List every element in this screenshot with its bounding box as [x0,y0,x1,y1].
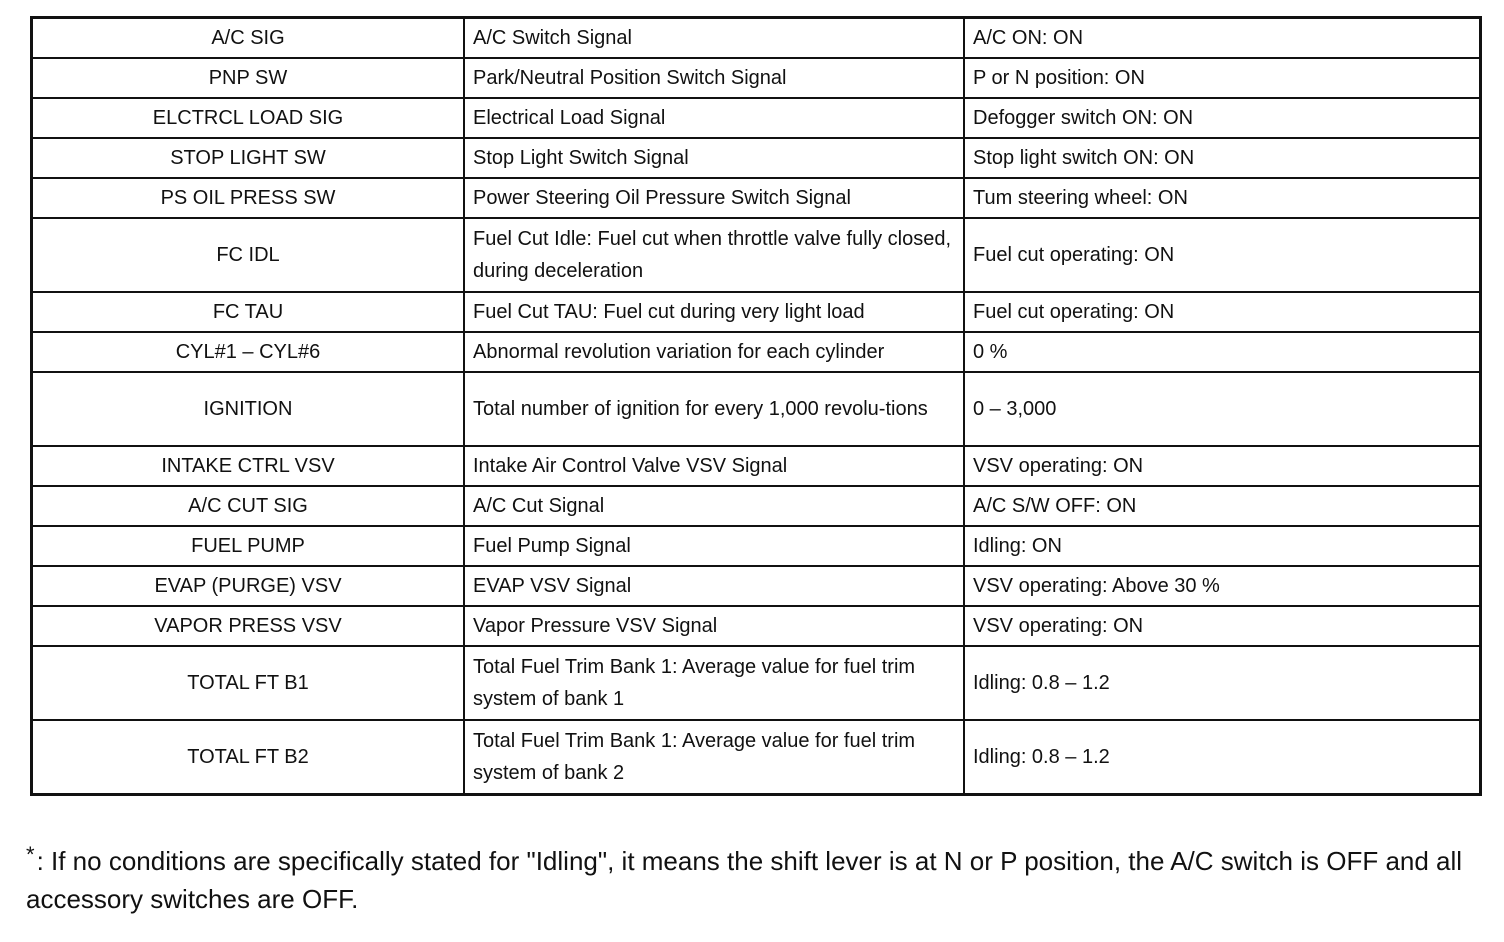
item-cell: A/C CUT SIG [32,486,465,526]
description-cell: Vapor Pressure VSV Signal [464,606,964,646]
description-cell: Total number of ignition for every 1,000 revolu-tions [464,372,964,446]
item-cell: FUEL PUMP [32,526,465,566]
item-cell: IGNITION [32,372,465,446]
description-cell: Fuel Cut Idle: Fuel cut when throttle valve fully closed, during deceleration [464,218,964,292]
footnote-text: : If no conditions are specifically stated for "Idling", it means the shift lever is at N or P position, the A/C switch is OFF and all accessory switches are OFF. [26,846,1463,914]
item-cell: VAPOR PRESS VSV [32,606,465,646]
table-row [32,18,1481,59]
table-row [32,646,1481,720]
condition-cell: A/C ON: ON [964,18,1481,59]
table-row [32,178,1481,218]
description-cell: Electrical Load Signal [464,98,964,138]
condition-cell: 0 – 3,000 [964,372,1481,446]
table-row [32,446,1481,486]
table-row [32,526,1481,566]
condition-cell: Fuel cut operating: ON [964,218,1481,292]
condition-cell: Idling: ON [964,526,1481,566]
item-cell: ELCTRCL LOAD SIG [32,98,465,138]
table-row [32,372,1481,446]
table-row [32,720,1481,795]
description-cell: Stop Light Switch Signal [464,138,964,178]
condition-cell: 0 % [964,332,1481,372]
description-cell: Abnormal revolution variation for each cylinder [464,332,964,372]
condition-cell: Defogger switch ON: ON [964,98,1481,138]
description-cell: Total Fuel Trim Bank 1: Average value for fuel trim system of bank 2 [464,720,964,795]
description-cell: A/C Cut Signal [464,486,964,526]
condition-cell: P or N position: ON [964,58,1481,98]
description-cell: Fuel Pump Signal [464,526,964,566]
table-body [32,18,1481,795]
description-cell: A/C Switch Signal [464,18,964,59]
data-list-table [30,16,1482,796]
condition-cell: Idling: 0.8 – 1.2 [964,646,1481,720]
item-cell: PS OIL PRESS SW [32,178,465,218]
item-cell: CYL#1 – CYL#6 [32,332,465,372]
description-cell: Total Fuel Trim Bank 1: Average value for fuel trim system of bank 1 [464,646,964,720]
condition-cell: A/C S/W OFF: ON [964,486,1481,526]
item-cell: TOTAL FT B1 [32,646,465,720]
footnote-marker: * [26,842,35,867]
table-row [32,566,1481,606]
table-row [32,332,1481,372]
condition-cell: Tum steering wheel: ON [964,178,1481,218]
item-cell: PNP SW [32,58,465,98]
table-row [32,606,1481,646]
condition-cell: VSV operating: ON [964,446,1481,486]
condition-cell: Idling: 0.8 – 1.2 [964,720,1481,795]
description-cell: Fuel Cut TAU: Fuel cut during very light load [464,292,964,332]
item-cell: FC IDL [32,218,465,292]
table-row [32,58,1481,98]
table-row [32,486,1481,526]
item-cell: STOP LIGHT SW [32,138,465,178]
item-cell: INTAKE CTRL VSV [32,446,465,486]
condition-cell: VSV operating: Above 30 % [964,566,1481,606]
condition-cell: Stop light switch ON: ON [964,138,1481,178]
description-cell: EVAP VSV Signal [464,566,964,606]
table-row [32,138,1481,178]
description-cell: Intake Air Control Valve VSV Signal [464,446,964,486]
condition-cell: VSV operating: ON [964,606,1481,646]
item-cell: EVAP (PURGE) VSV [32,566,465,606]
table-row [32,98,1481,138]
condition-cell: Fuel cut operating: ON [964,292,1481,332]
item-cell: A/C SIG [32,18,465,59]
table-row [32,292,1481,332]
table-row [32,218,1481,292]
item-cell: TOTAL FT B2 [32,720,465,795]
description-cell: Park/Neutral Position Switch Signal [464,58,964,98]
item-cell: FC TAU [32,292,465,332]
description-cell: Power Steering Oil Pressure Switch Signal [464,178,964,218]
footnote [26,842,1476,918]
